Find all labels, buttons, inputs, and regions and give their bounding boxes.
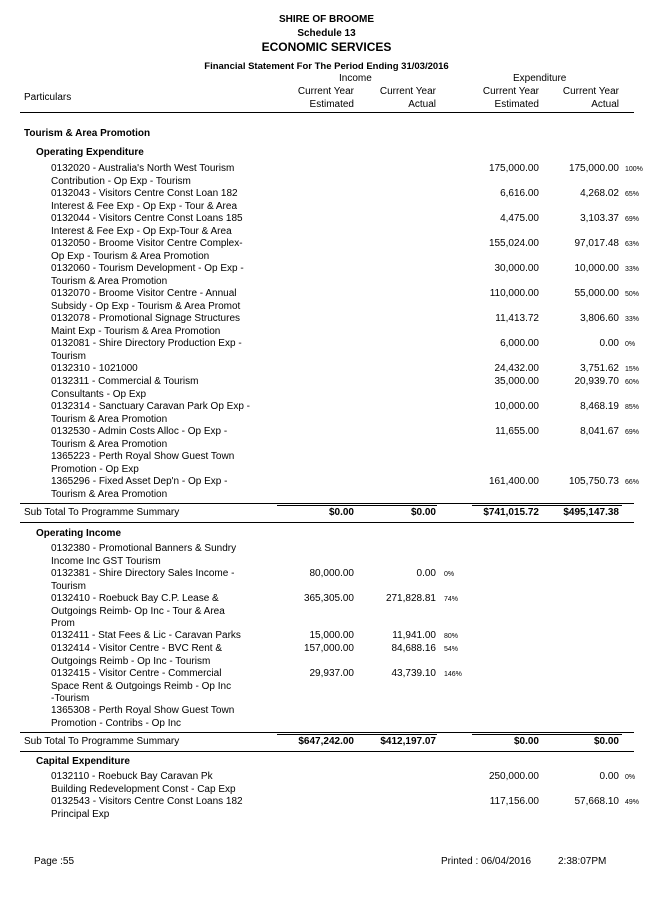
row-particulars: 0132311 - Commercial & Tourism Consultants - Op Exp: [51, 376, 199, 400]
opinc-title: Operating Income: [36, 528, 122, 539]
inc-estimated: 80,000.00: [309, 568, 354, 579]
exp-estimated: 11,655.00: [495, 426, 539, 437]
exp-actual: 8,468.19: [580, 401, 619, 412]
printed-time: 2:38:07PM: [558, 856, 607, 867]
schedule-label: Schedule 13: [297, 28, 356, 39]
exp-estimated: 110,000.00: [489, 288, 539, 299]
table-row: [0, 771, 653, 797]
org-name: SHIRE OF BROOME: [278, 14, 374, 25]
exp-actual: 20,939.70: [574, 376, 619, 387]
exp-actual: 175,000.00: [568, 163, 619, 174]
exp-percent: 33%: [625, 316, 640, 323]
subtotal-exp-actual: $495,147.38: [563, 507, 619, 518]
exp-actual: 55,000.00: [574, 288, 619, 299]
inc-actual: 271,828.81: [385, 593, 436, 604]
exp-estimated: 117,156.00: [489, 796, 539, 807]
printed-date: Printed : 06/04/2016: [441, 856, 532, 867]
exp-actual: 3,103.37: [580, 213, 619, 224]
table-row: [0, 338, 653, 364]
inc-percent: 146%: [444, 671, 462, 678]
section-title: Tourism & Area Promotion: [24, 128, 151, 139]
exp-actual: 57,668.10: [574, 796, 619, 807]
row-particulars: 0132081 - Shire Directory Production Exp - Tourism: [51, 338, 242, 362]
row-particulars: 0132060 - Tourism Development - Op Exp - Tourism & Area Promotion: [51, 263, 244, 287]
income-group-header: Income: [339, 73, 372, 84]
subtotal-income-estimated: $0.00: [328, 507, 354, 518]
table-row: [0, 213, 653, 239]
row-particulars: 0132110 - Roebuck Bay Caravan Pk Building Redevelopment Const - Cap Exp: [51, 771, 236, 795]
exp-estimated: 161,400.00: [488, 476, 539, 487]
exp-percent: 60%: [625, 379, 640, 386]
subtotal-label: Sub Total To Programme Summary: [24, 736, 180, 747]
table-row: [0, 163, 653, 189]
inc-actual: 43,739.10: [391, 668, 436, 679]
table-row: [0, 426, 653, 452]
subtotal-exp-rule: [472, 505, 622, 506]
subtotal-exp-rule: [472, 734, 622, 735]
exp-estimated: 24,432.00: [494, 363, 539, 374]
row-particulars: 0132020 - Australia's North West Tourism Contribution - Op Exp - Tourism: [51, 163, 235, 187]
subtotal-income-actual: $0.00: [410, 507, 436, 518]
page-number: Page :55: [34, 856, 75, 867]
exp-actual: 4,268.02: [580, 188, 619, 199]
inc-actual: 84,688.16: [391, 643, 436, 654]
exp-percent: 100%: [625, 166, 643, 173]
row-particulars: 0132044 - Visitors Centre Const Loans 185 Interest & Fee Exp - Op Exp-Tour & Area: [51, 213, 243, 237]
table-row: [0, 401, 653, 427]
expenditure-group-header: Expenditure: [513, 73, 567, 84]
inc-estimated: 157,000.00: [303, 643, 354, 654]
table-row: [0, 288, 653, 314]
page-title: ECONOMIC SERVICES: [261, 40, 392, 54]
exp-percent: 33%: [625, 266, 640, 273]
table-row: [0, 705, 653, 731]
exp-estimated: 4,475.00: [500, 213, 539, 224]
row-particulars: 0132414 - Visitor Centre - BVC Rent & Outgoings Reimb - Op Inc - Tourism: [51, 643, 223, 667]
report-subtitle: Financial Statement For The Period Ending 31/03/2016: [204, 61, 449, 72]
exp-percent: 65%: [625, 191, 640, 198]
table-row: [0, 263, 653, 289]
subtotal-rule: [20, 732, 634, 733]
row-particulars: 0132314 - Sanctuary Caravan Park Op Exp - Tourism & Area Promotion: [51, 401, 250, 425]
exp-estimated: 30,000.00: [494, 263, 539, 274]
exp-estimated: 35,000.00: [494, 376, 539, 387]
row-particulars: 0132543 - Visitors Centre Const Loans 182 Principal Exp: [51, 796, 243, 820]
capex-title: Capital Expenditure: [36, 756, 130, 767]
subtotal-income-actual: $412,197.07: [380, 736, 436, 747]
subtotal-exp-estimated: $741,015.72: [483, 507, 539, 518]
table-row: [0, 363, 653, 376]
exp-percent: 50%: [625, 291, 640, 298]
exp-actual: 3,806.60: [580, 313, 619, 324]
row-particulars: 1365223 - Perth Royal Show Guest Town Promotion - Op Exp: [51, 451, 235, 475]
expenditure-estimated-header: Current Year Estimated: [482, 86, 539, 110]
table-row: [0, 476, 653, 502]
row-particulars: 0132078 - Promotional Signage Structures Maint Exp - Tourism & Area Promotion: [51, 313, 241, 337]
expenditure-actual-header: Current Year Actual: [562, 86, 619, 110]
exp-estimated: 250,000.00: [488, 771, 539, 782]
subtotal-exp-estimated: $0.00: [513, 736, 539, 747]
table-row: [0, 593, 653, 631]
inc-percent: 54%: [444, 646, 459, 653]
exp-estimated: 175,000.00: [488, 163, 539, 174]
inc-actual: 11,941.00: [392, 630, 436, 641]
particulars-header: Particulars: [24, 92, 72, 103]
row-particulars: 1365308 - Perth Royal Show Guest Town Promotion - Contribs - Op Inc: [51, 705, 235, 729]
exp-percent: 69%: [625, 216, 640, 223]
table-row: [0, 376, 653, 402]
subtotal-rule: [20, 503, 634, 504]
exp-percent: 85%: [625, 404, 640, 411]
exp-percent: 66%: [625, 479, 640, 486]
exp-estimated: 6,616.00: [500, 188, 539, 199]
row-particulars: 0132530 - Admin Costs Alloc - Op Exp - Tourism & Area Promotion: [51, 426, 228, 450]
row-particulars: 0132415 - Visitor Centre - Commercial Space Rent & Outgoings Reimb - Op Inc -Tourism: [51, 668, 232, 704]
inc-estimated: 29,937.00: [309, 668, 354, 679]
exp-estimated: 11,413.72: [495, 313, 539, 324]
subtotal-income-rule: [277, 505, 437, 506]
exp-percent: 0%: [625, 774, 636, 781]
exp-actual: 10,000.00: [574, 263, 619, 274]
exp-actual: 97,017.48: [574, 238, 619, 249]
table-row: [0, 643, 653, 669]
inc-percent: 0%: [444, 571, 455, 578]
subtotal-bottom-rule: [20, 751, 634, 752]
table-row: [0, 188, 653, 214]
exp-actual: 0.00: [599, 338, 619, 349]
opex-subtotal-row: [0, 507, 653, 521]
inc-percent: 74%: [444, 596, 459, 603]
row-particulars: 0132380 - Promotional Banners & Sundry Income Inc GST Tourism: [51, 543, 237, 567]
table-row: [0, 313, 653, 339]
row-particulars: 0132410 - Roebuck Bay C.P. Lease & Outgoings Reimb- Op Inc - Tour & Area Prom: [51, 593, 225, 629]
table-row: [0, 796, 653, 822]
exp-estimated: 155,024.00: [488, 238, 539, 249]
exp-percent: 49%: [625, 799, 640, 806]
exp-actual: 3,751.62: [580, 363, 619, 374]
exp-percent: 69%: [625, 429, 640, 436]
opex-title: Operating Expenditure: [36, 147, 144, 158]
inc-estimated: 365,305.00: [303, 593, 354, 604]
row-particulars: 0132411 - Stat Fees & Lic - Caravan Parks: [51, 630, 241, 641]
table-row: [0, 630, 653, 643]
row-particulars: 0132043 - Visitors Centre Const Loan 182 Interest & Fee Exp - Op Exp - Tour & Area: [51, 188, 238, 212]
exp-estimated: 10,000.00: [494, 401, 539, 412]
header-rule: [20, 112, 634, 113]
table-row: [0, 451, 653, 477]
exp-actual: 0.00: [599, 771, 619, 782]
exp-actual: 8,041.67: [580, 426, 619, 437]
opinc-subtotal-row: [0, 736, 653, 750]
table-row: [0, 668, 653, 706]
table-row: [0, 543, 653, 569]
income-estimated-header: Current Year Estimated: [297, 86, 354, 110]
table-row: [0, 238, 653, 264]
exp-actual: 105,750.73: [568, 476, 619, 487]
row-particulars: 1365296 - Fixed Asset Dep'n - Op Exp - Tourism & Area Promotion: [51, 476, 228, 500]
exp-percent: 15%: [625, 366, 640, 373]
income-actual-header: Current Year Actual: [379, 86, 436, 110]
exp-percent: 0%: [625, 341, 636, 348]
subtotal-income-rule: [277, 734, 437, 735]
row-particulars: 0132381 - Shire Directory Sales Income - Tourism: [51, 568, 235, 592]
row-particulars: 0132310 - 1021000: [51, 363, 138, 374]
subtotal-label: Sub Total To Programme Summary: [24, 507, 180, 518]
row-particulars: 0132050 - Broome Visitor Centre Complex- Op Exp - Tourism & Area Promotion: [51, 238, 243, 262]
inc-percent: 80%: [444, 633, 459, 640]
table-row: [0, 568, 653, 594]
subtotal-income-estimated: $647,242.00: [298, 736, 354, 747]
inc-estimated: 15,000.00: [309, 630, 354, 641]
inc-actual: 0.00: [416, 568, 436, 579]
exp-estimated: 6,000.00: [500, 338, 539, 349]
subtotal-bottom-rule: [20, 522, 634, 523]
row-particulars: 0132070 - Broome Visitor Centre - Annual Subsidy - Op Exp - Tourism & Area Promot: [51, 288, 241, 312]
exp-percent: 63%: [625, 241, 640, 248]
subtotal-exp-actual: $0.00: [593, 736, 619, 747]
